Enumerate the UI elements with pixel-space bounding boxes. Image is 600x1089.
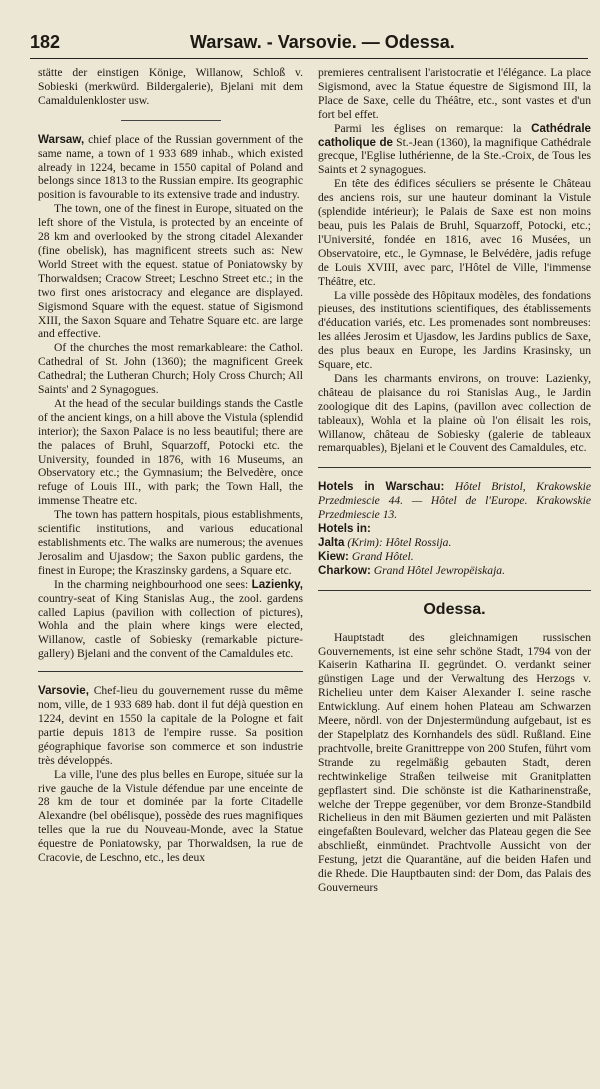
odessa-title: Odessa. — [423, 600, 486, 618]
warsaw-paragraph-2: The town, one of the finest in Europe, situated on the left shore of the Vistula, is protected by an enceinte of 28 km and overlooked by the strong citadel Alexander (fine obelisk), has magnificent streets such as: New World Street with the equest. statue of Poniatowsky by Thorwaldsen; Cracow Street; Leschno Street etc.; in the two first ones aristocracy and elegance are displayed. Sigismond Square with the equest. statue of Sigismond XIII, the Saxon Square and Tehatre Square etc. are large and effective. — [38, 202, 303, 341]
kiew-text: Grand Hôtel. — [351, 549, 414, 563]
warsaw-paragraph-3: Of the churches the most remarkableare: the Cathol. Cathedral of St. John (1360); the magnificent Greek Cathedral; the Lutheran Church; Holy Cross Church; All Saints' and 2 Synagogues. — [38, 341, 303, 397]
cathedral-heading: Cathédrale catholique de — [318, 121, 591, 149]
right-paragraph-1: premieres centralisent l'aristocratie et l'élégance. La place Sigismond, avec la Statue équestre de Sigismond III, la Place de Saxe, celle du Théâtre, etc., sont vastes et d'un fort bel effet. — [318, 66, 591, 121]
warsaw-p6-c: country-seat of King Stanislas Aug., the zool. gardens called Lapius (pavilion with collection of pictures), Wohla and the plain where kings were elected, Willanow, castle of Sobiesky (remarkable picture-gallery) Bjelani and the convent of the Camaldules etc. — [38, 591, 303, 661]
running-title: Warsaw. - Varsovie. — Odessa. — [190, 32, 455, 52]
page-header — [30, 28, 588, 59]
separator — [121, 120, 221, 121]
hotels-in-heading: Hotels in: — [318, 522, 371, 536]
hotel-charkow — [318, 564, 591, 578]
charkow-heading: Charkow: — [318, 563, 371, 577]
warsaw-paragraph-5: The town has pattern hospitals, pious establishments, scientific institutions, and various educational establishments etc. The walks are numerous; the avenues Jerosalim and Ujasdow; the Saxon public gardens, the finest in Europe; the Kraszinsky gardens, a Square etc. — [38, 508, 303, 577]
separator — [318, 590, 591, 591]
hotels-heading: Hotels in Warschau: — [318, 480, 445, 494]
right-column — [318, 66, 591, 895]
varsovie-paragraph-2: La ville, l'une des plus belles en Europe, située sur la rive gauche de la Vistule défendue par une enceinte de 28 km de tour et dominée par la forte Citadelle Alexandre (bel obélisque), possède des rues magnifiques telles que la rue du Nouveau-Monde, avec la Statue équestre de Poniatowsky, par Thorwaldsen, la rue de Cracovie, de Leschno, etc., les deux — [38, 767, 303, 865]
warsaw-heading: Warsaw, — [38, 132, 85, 146]
varsovie-p1-text: Chef-lieu du gouvernement russe du même nom, ville, de 1 933 689 hab. dont il fut déjà question en 1224, devint en 1550 la capitale de la Pologne et fait partie depuis 1813 de l'empire russe. Sa position géographique favorise son commerce et son industrie très développés. — [38, 684, 304, 767]
separator — [38, 671, 303, 672]
hotels-warschau — [318, 480, 591, 522]
right-paragraph-2 — [318, 122, 591, 178]
warsaw-p6-a: In the charming neighbourhood one sees: — [54, 577, 249, 591]
separator — [318, 467, 591, 468]
hotel-jalta — [318, 536, 591, 550]
p2-c: St.-Jean (1360), la magnifique Cathédrale grecque, l'Eglise luthérienne, de la Ste.-Croix, de Tous les Saints et 2 synagogues. — [318, 135, 591, 177]
hotels-text: Hôtel Bristol, Krakowskie Przedmiescie 44. — Hôtel de l'Europe. Krakowskie Przedmiescie 13. — [318, 480, 591, 522]
warsaw-paragraph-6 — [38, 578, 303, 661]
page-number: 182 — [30, 32, 61, 52]
varsovie-heading: Varsovie, — [38, 684, 89, 698]
kiew-heading: Kiew: — [318, 549, 349, 563]
varsovie-paragraph-1 — [38, 684, 303, 767]
charkow-text: Grand Hôtel Jewropëiskaja. — [373, 563, 506, 577]
jalta-text: (Krim): Hôtel Rossija. — [347, 536, 452, 549]
hotel-kiew — [318, 550, 591, 564]
hotels-in — [318, 522, 591, 536]
left-column — [38, 66, 303, 865]
lazienky-heading: Lazienky, — [251, 577, 303, 591]
right-paragraph-3: En tête des édifices séculiers se présente le Château des anciens rois, sur une hauteur dominant la Vistule (splendide intérieur); le Palais de Saxe est non moins beau, puis les Palais de Bruhl, Squarzoff, Potocki, etc.; l'Université, fondée en 1816, avec 16 Musées, un Observatoire, etc., le Gymnase, le Belvédère, jadis refuge de Louis XVIII, avec parc, l'Hôtel de Ville, l'immense Théâtre, etc. — [318, 177, 591, 288]
warsaw-paragraph-1 — [38, 133, 303, 203]
jalta-heading: Jalta — [318, 536, 345, 549]
p2-a: Parmi les églises on remarque: la — [334, 121, 522, 135]
right-paragraph-4: La ville possède des Hôpitaux modèles, des fondations pieuses, des institutions scientifiques, des établissements d'éducation variés, etc. Les promenades sont nombreuses: les allées Jerosim et Ujasdow, les Jardins publics de Saxe, des plus beaux en Europe, les Jardins Krasinsky, un Square, etc. — [318, 288, 591, 372]
right-paragraph-5: Dans les charmants environs, on trouve: Lazienky, château de plaisance du roi Stanislas Aug., le Jardin zoologique dit des Lapins, (pavillon avec collection de tableaux), Wohla et la plaine où l'on élisait les rois, Willanow, château de Sobiesky (galerie de tableaux remarquables), Bjelani et le Couvent des Camaldules, etc. — [318, 371, 591, 455]
intro-paragraph: stätte der einstigen Könige, Willanow, Schloß v. Sobieski (merkwürd. Bildergalerie), Bjelani mit dem Camaldulenkloster usw. — [38, 66, 303, 107]
warsaw-p1-text: chief place of the Russian government of the same name, a town of 1 933 689 inhab., which existed already in 1224, became in 1550 capital of Poland and belongs since 1813 to the Russian empire. Its geographic position is favourable to its extensive trade and industry. — [38, 132, 303, 202]
odessa-paragraph-1: Hauptstadt des gleichnamigen russischen Gouvernements, ist eine sehr schöne Stadt, 1794 von der Kaiserin Katharina II. gegründet. O. verdankt seiner günstigen Lage und der Verwaltung des Herzogs v. Richelieu unter dem Kaiser Alexander I. seine rasche Entwicklung. Auf einem hohen Plateau am Schwarzen Meere, nördl. von der Dnjestermündung aufgebaut, ist es der Stapelplatz des Kornhandels des südl. Rußland. Eine prachtvolle, breite Granittreppe von 200 Stufen, führt vom Strande zu regelmäßig gebauten Stadt, deren rechtwinkelige Straßen teilweise mit Granitplatten gepflastert sind. Die schönste ist die Katharinenstraße, welche der Treppe gegenüber, vor dem Bronze-Standbild Richelieus in den mit Bäumen gezierten und mit Palästen eingefaßten Boulevard, welcher das Plateau gegen die See abschließt, einmündet. Prachtvolle Aussicht von der Festung, jetzt die Quarantäne, auf die beiden Hafen und die Rhede. Die Hauptbauten sind: der Dom, das Palais des Gouverneurs — [318, 630, 591, 894]
warsaw-paragraph-4: At the head of the secular buildings stands the Castle of the ancient kings, on a hill above the Vistula (splendid interior); the Saxon Palace is no less beautiful; there are the palaces of Bruhl, Squarzoff, Potocki etc. the University, founded in 1876, with 16 Museums, an Observatory etc.; the Gymnasium; the Belvedère, once refuge of Louis III., with park; the Town Hall, the immense Theatre etc. — [38, 396, 303, 508]
